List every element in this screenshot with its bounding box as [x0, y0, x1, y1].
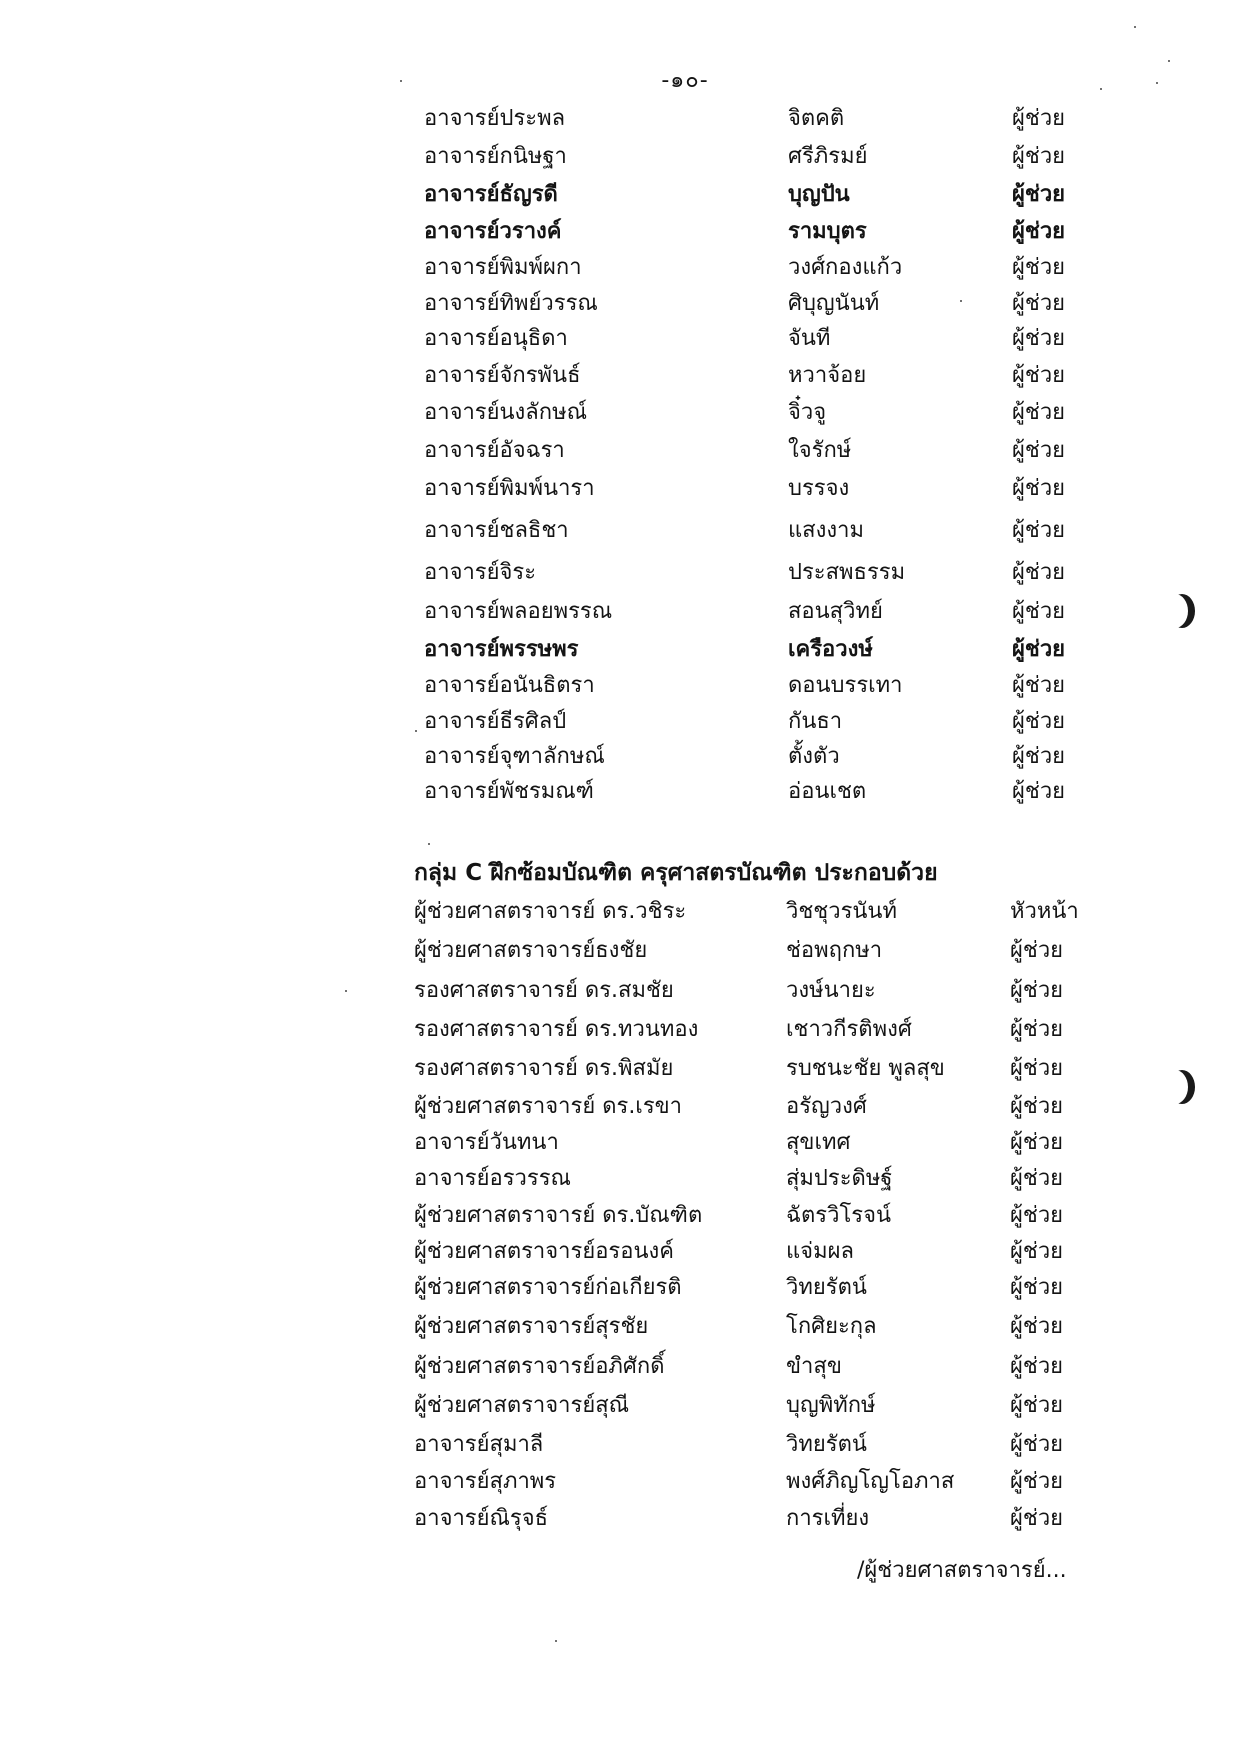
table-row — [0, 933, 1237, 969]
member-surname: หวาจ้อย — [788, 363, 867, 388]
table-row — [0, 894, 1237, 930]
member-surname: รบชนะชัย พูลสุข — [786, 1056, 945, 1081]
member-name: อาจารย์สุมาลี — [414, 1432, 544, 1457]
table-row — [0, 250, 1237, 286]
table-row — [0, 321, 1237, 357]
table-row — [0, 1427, 1237, 1463]
scan-mark-crescent — [1162, 1070, 1188, 1104]
member-surname: ช่อพฤกษา — [786, 938, 883, 963]
member-name: อาจารย์พิมพ์ผกา — [424, 255, 582, 280]
table-row — [0, 395, 1237, 431]
table-row — [0, 632, 1237, 668]
table-row — [0, 1051, 1237, 1087]
member-name: ผู้ช่วยศาสตราจารย์อรอนงค์ — [414, 1239, 674, 1264]
member-surname: พงศ์ภิญโญโอภาส — [786, 1469, 955, 1494]
member-role: ผู้ช่วย — [1012, 144, 1066, 169]
member-role: ผู้ช่วย — [1010, 1130, 1064, 1155]
continuation-note: /ผู้ช่วยศาสตราจารย์... — [857, 1558, 1067, 1583]
member-name: อาจารย์อนันธิตรา — [424, 673, 595, 698]
member-role: ผู้ช่วย — [1012, 518, 1066, 543]
table-row — [0, 704, 1237, 740]
member-surname: วงษ์นายะ — [786, 978, 876, 1003]
member-role: ผู้ช่วย — [1012, 106, 1066, 131]
table-row — [0, 286, 1237, 322]
member-surname: ขำสุข — [786, 1354, 842, 1379]
member-role: ผู้ช่วย — [1012, 438, 1066, 463]
member-name: ผู้ช่วยศาสตราจารย์ธงชัย — [414, 938, 648, 963]
member-surname: อ่อนเชต — [788, 779, 867, 804]
table-row — [0, 1234, 1237, 1270]
table-row — [0, 1349, 1237, 1385]
table-row — [0, 1012, 1237, 1048]
member-surname: ฉัตรวิโรจน์ — [786, 1203, 892, 1228]
member-surname: จันที — [788, 326, 831, 351]
member-surname: กันธา — [788, 709, 843, 734]
scan-speck — [345, 990, 347, 992]
member-role: ผู้ช่วย — [1010, 1166, 1064, 1191]
member-name: อาจารย์จิระ — [424, 560, 537, 585]
member-name: อาจารย์อรวรรณ — [414, 1166, 571, 1191]
table-row — [0, 555, 1237, 591]
member-role: ผู้ช่วย — [1012, 219, 1066, 244]
group-c-heading: กลุ่ม C ฝึกซ้อมบัณฑิต ครุศาสตรบัณฑิต ประกอบด้วย — [414, 860, 938, 886]
table-row — [0, 471, 1237, 507]
table-row — [0, 1161, 1237, 1197]
member-surname: ใจรักษ์ — [788, 438, 852, 463]
member-surname: จิตคติ — [788, 106, 845, 131]
member-role: ผู้ช่วย — [1010, 978, 1064, 1003]
member-surname: สอนสุวิทย์ — [788, 599, 883, 624]
member-surname: วิชชุวรนันท์ — [786, 899, 897, 924]
member-name: อาจารย์กนิษฐา — [424, 144, 567, 169]
member-surname: ศรีภิรมย์ — [788, 144, 868, 169]
member-surname: สุ่มประดิษฐ์ — [786, 1166, 893, 1191]
member-role: ผู้ช่วย — [1012, 709, 1066, 734]
scan-mark-crescent — [1162, 594, 1188, 628]
member-role: ผู้ช่วย — [1012, 673, 1066, 698]
scan-speck — [415, 730, 417, 732]
table-row — [0, 214, 1237, 250]
member-name: ผู้ช่วยศาสตราจารย์สุรชัย — [414, 1314, 649, 1339]
member-surname: บุญพิทักษ์ — [786, 1393, 876, 1418]
scan-speck — [428, 843, 430, 845]
member-name: อาจารย์ธัญรดี — [424, 182, 558, 207]
scan-speck — [1100, 88, 1102, 90]
scan-speck — [400, 80, 402, 82]
member-role: ผู้ช่วย — [1010, 1506, 1064, 1531]
table-row — [0, 668, 1237, 704]
member-name: อาจารย์อัจฉรา — [424, 438, 565, 463]
member-role: ผู้ช่วย — [1012, 476, 1066, 501]
member-name: รองศาสตราจารย์ ดร.พิสมัย — [414, 1056, 674, 1081]
member-name: อาจารย์ประพล — [424, 106, 566, 131]
member-role: ผู้ช่วย — [1010, 938, 1064, 963]
member-surname: วิทยรัตน์ — [786, 1432, 867, 1457]
table-row — [0, 739, 1237, 775]
member-surname: อรัญวงศ์ — [786, 1094, 867, 1119]
member-role: ผู้ช่วย — [1012, 182, 1066, 207]
member-name: อาจารย์วรางค์ — [424, 219, 562, 244]
member-role: ผู้ช่วย — [1012, 255, 1066, 280]
member-name: อาจารย์นงลักษณ์ — [424, 400, 588, 425]
member-role: ผู้ช่วย — [1010, 1432, 1064, 1457]
member-role: ผู้ช่วย — [1012, 560, 1066, 585]
member-name: ผู้ช่วยศาสตราจารย์ ดร.บัณฑิต — [414, 1203, 703, 1228]
member-name: อาจารย์สุภาพร — [414, 1469, 557, 1494]
member-surname: ศิบุญนันท์ — [788, 291, 880, 316]
member-role: ผู้ช่วย — [1012, 744, 1066, 769]
table-row — [0, 1089, 1237, 1125]
table-row — [0, 139, 1237, 175]
member-surname: สุขเทศ — [786, 1130, 851, 1155]
table-row — [0, 177, 1237, 213]
member-surname: ประสพธรรม — [788, 560, 906, 585]
member-name: ผู้ช่วยศาสตราจารย์สุณี — [414, 1393, 630, 1418]
member-name: อาจารย์พิมพ์นารา — [424, 476, 595, 501]
member-surname: เชาวกีรติพงศ์ — [786, 1017, 912, 1042]
member-role: ผู้ช่วย — [1012, 363, 1066, 388]
member-surname: วงศ์กองแก้ว — [788, 255, 903, 280]
scan-speck — [555, 1640, 557, 1642]
member-surname: ตั้งตัว — [788, 744, 840, 769]
member-role: ผู้ช่วย — [1010, 1314, 1064, 1339]
member-role: ผู้ช่วย — [1012, 400, 1066, 425]
member-role: ผู้ช่วย — [1012, 291, 1066, 316]
table-row — [0, 594, 1237, 630]
member-surname: วิทยรัตน์ — [786, 1275, 867, 1300]
member-name: ผู้ช่วยศาสตราจารย์ ดร.วชิระ — [414, 899, 687, 924]
table-row — [0, 1501, 1237, 1537]
member-name: อาจารย์ทิพย์วรรณ — [424, 291, 598, 316]
member-name: อาจารย์พลอยพรรณ — [424, 599, 613, 624]
table-row — [0, 1125, 1237, 1161]
member-role: ผู้ช่วย — [1010, 1393, 1064, 1418]
table-row — [0, 1464, 1237, 1500]
member-surname: แจ่มผล — [786, 1239, 854, 1264]
scan-speck — [1168, 60, 1170, 62]
member-role: ผู้ช่วย — [1012, 599, 1066, 624]
member-role: ผู้ช่วย — [1012, 326, 1066, 351]
member-name: ผู้ช่วยศาสตราจารย์ก่อเกียรติ — [414, 1275, 682, 1300]
member-name: ผู้ช่วยศาสตราจารย์ ดร.เรขา — [414, 1094, 683, 1119]
member-surname: แสงงาม — [788, 518, 864, 543]
member-name: อาจารย์พัชรมณฑ์ — [424, 779, 594, 804]
member-name: อาจารย์วันทนา — [414, 1130, 559, 1155]
member-role: ผู้ช่วย — [1012, 779, 1066, 804]
member-surname: การเที่ยง — [786, 1506, 870, 1531]
member-surname: บุญปัน — [788, 182, 850, 207]
member-name: รองศาสตราจารย์ ดร.ทวนทอง — [414, 1017, 699, 1042]
member-role: ผู้ช่วย — [1010, 1239, 1064, 1264]
table-row — [0, 1198, 1237, 1234]
member-name: อาจารย์อนุธิดา — [424, 326, 568, 351]
member-role: ผู้ช่วย — [1010, 1017, 1064, 1042]
member-name: อาจารย์ชลธิชา — [424, 518, 569, 543]
member-surname: เครือวงษ์ — [788, 637, 873, 662]
table-row — [0, 1388, 1237, 1424]
member-surname: จิ๋วจู — [788, 400, 827, 425]
table-row — [0, 358, 1237, 394]
member-role: ผู้ช่วย — [1010, 1275, 1064, 1300]
member-role: ผู้ช่วย — [1010, 1094, 1064, 1119]
member-name: อาจารย์จักรพันธ์ — [424, 363, 581, 388]
member-name: อาจารย์ณิรุจธ์ — [414, 1506, 549, 1531]
member-name: รองศาสตราจารย์ ดร.สมชัย — [414, 978, 674, 1003]
table-row — [0, 101, 1237, 137]
member-role: ผู้ช่วย — [1010, 1203, 1064, 1228]
member-role: ผู้ช่วย — [1010, 1469, 1064, 1494]
table-row — [0, 513, 1237, 549]
table-row — [0, 433, 1237, 469]
scan-speck — [1156, 82, 1158, 84]
table-row — [0, 774, 1237, 810]
table-row — [0, 1270, 1237, 1306]
member-name: อาจารย์พรรษพร — [424, 637, 579, 662]
member-surname: รามบุตร — [788, 219, 867, 244]
member-surname: ดอนบรรเทา — [788, 673, 903, 698]
scan-speck — [1134, 26, 1136, 28]
member-role: ผู้ช่วย — [1012, 637, 1066, 662]
member-name: อาจารย์ธีรศิลป์ — [424, 709, 567, 734]
member-name: ผู้ช่วยศาสตราจารย์อภิศักดิ์ — [414, 1354, 665, 1379]
member-role: ผู้ช่วย — [1010, 1056, 1064, 1081]
member-role: ผู้ช่วย — [1010, 1354, 1064, 1379]
member-name: อาจารย์จุฑาลักษณ์ — [424, 744, 605, 769]
table-row — [0, 1309, 1237, 1345]
member-role: หัวหน้า — [1010, 899, 1079, 924]
member-surname: บรรจง — [788, 476, 850, 501]
scan-speck — [960, 300, 962, 302]
page-number: -๑๐- — [661, 68, 709, 93]
table-row — [0, 973, 1237, 1009]
member-surname: โกศิยะกุล — [786, 1314, 877, 1339]
